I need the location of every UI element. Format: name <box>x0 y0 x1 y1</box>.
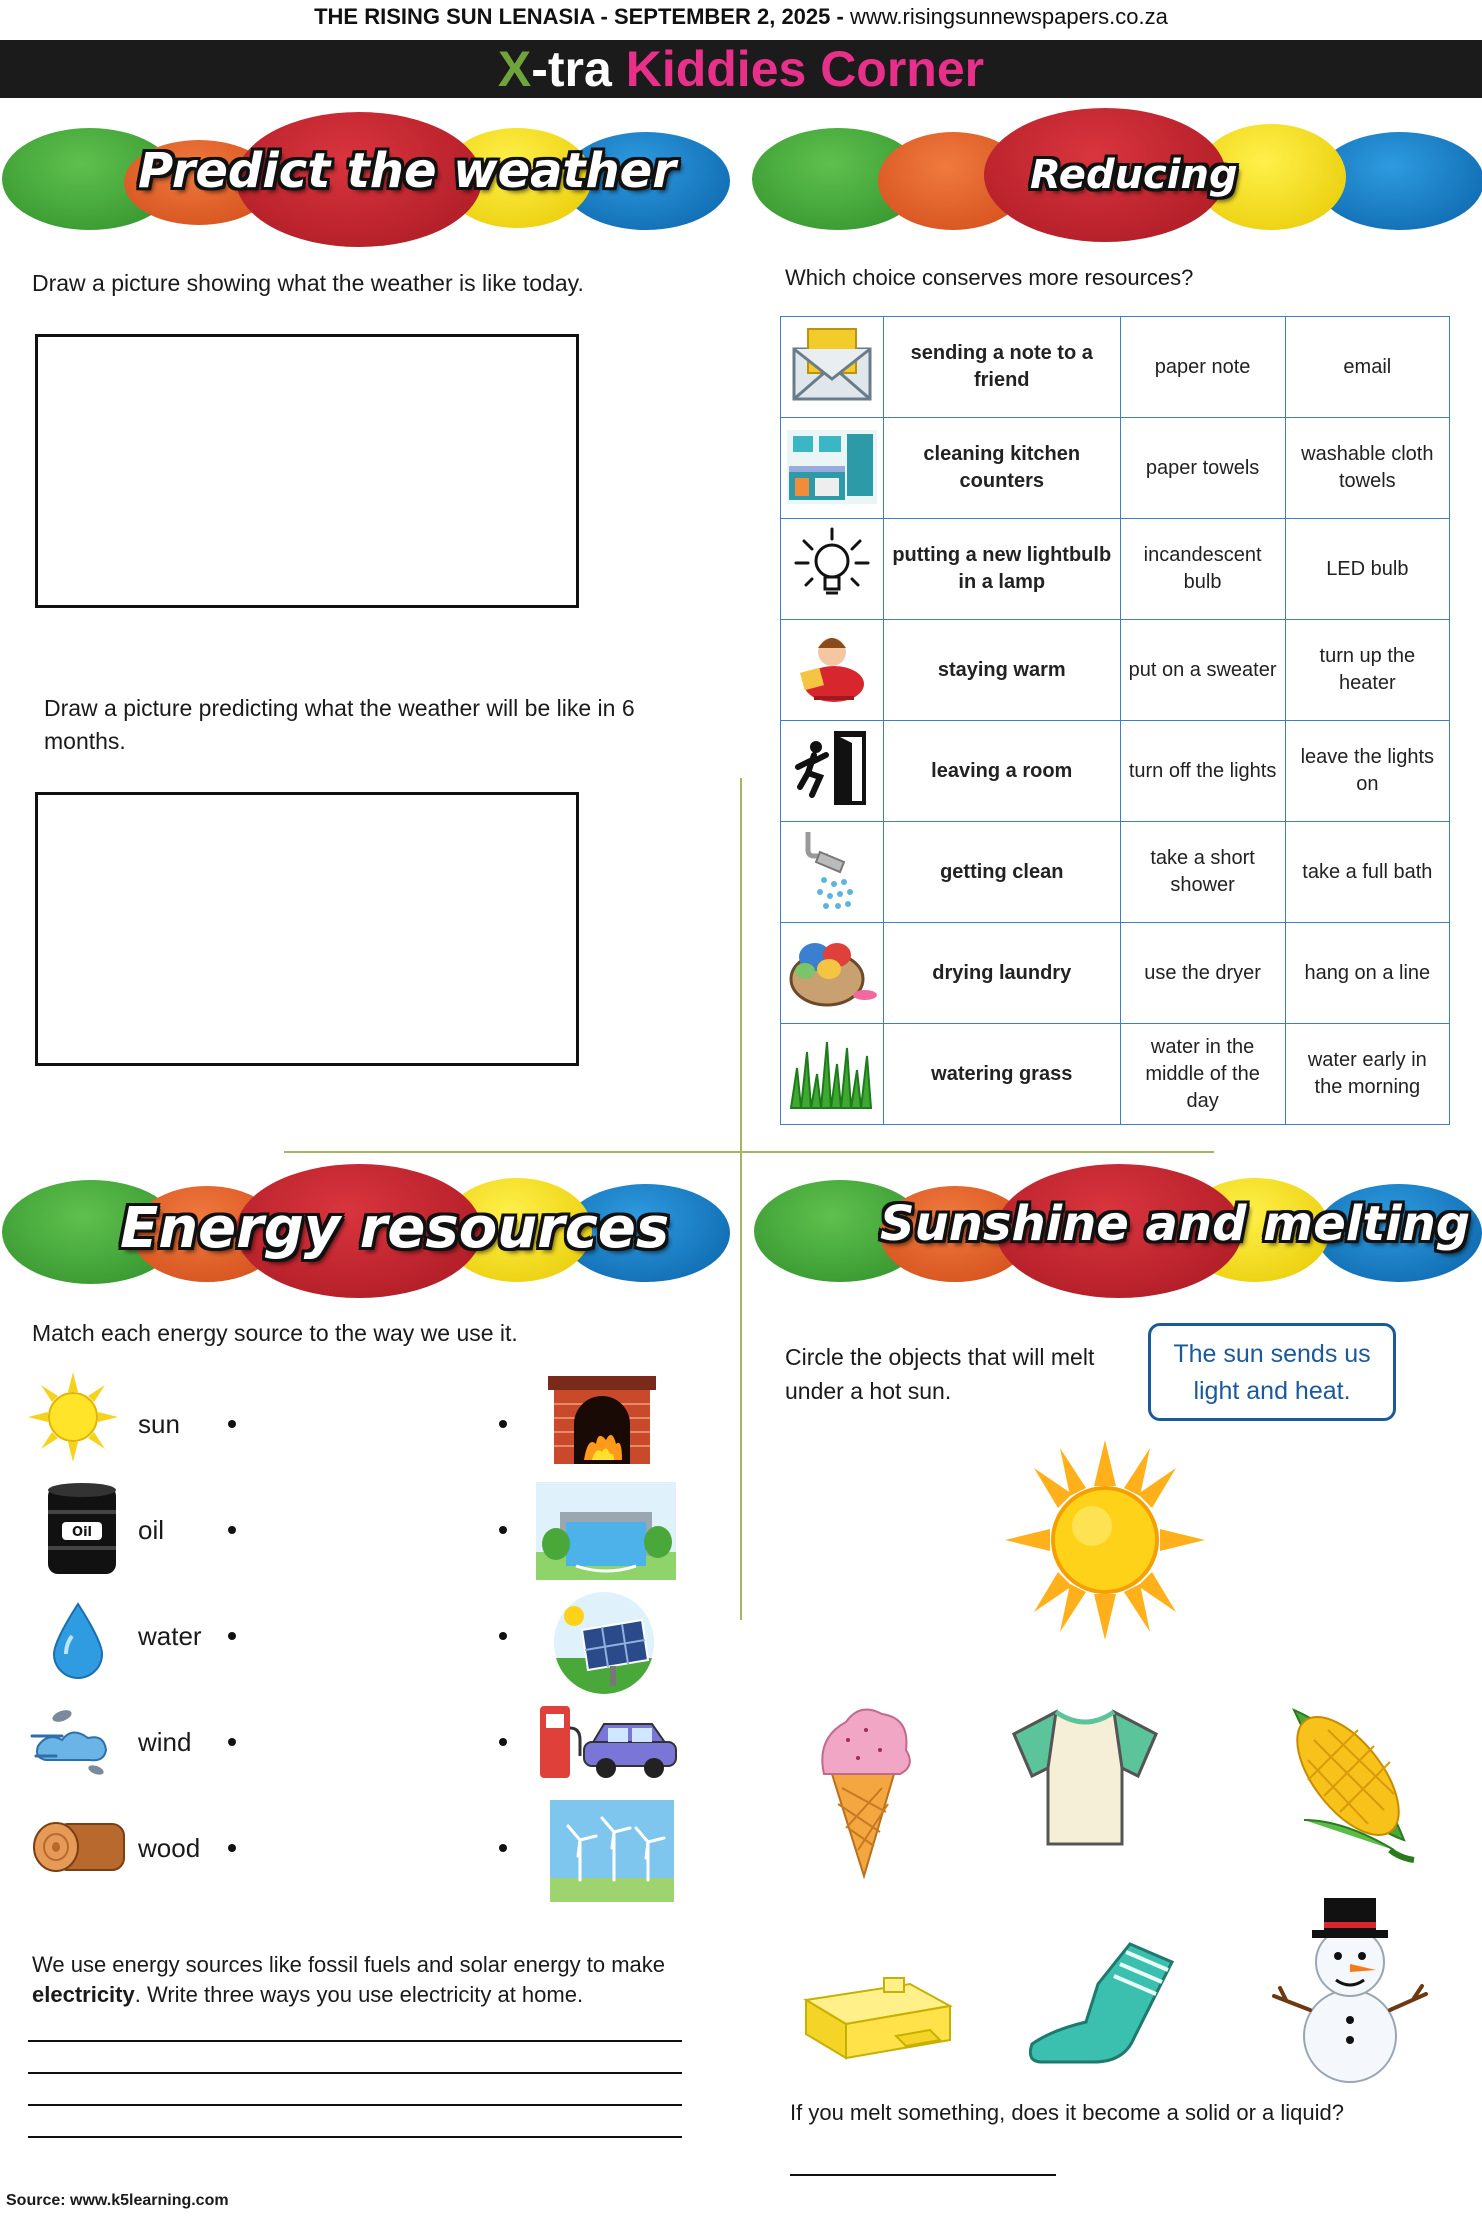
match-dot-right[interactable] <box>499 1844 507 1852</box>
horizontal-divider <box>284 1151 1214 1153</box>
table-row <box>781 923 1450 1024</box>
hydro-dam-icon <box>536 1482 676 1580</box>
match-dot-left[interactable] <box>228 1844 236 1852</box>
melt-answer-line[interactable] <box>790 2174 1056 2176</box>
girl-with-blanket-icon <box>781 620 884 721</box>
choice-cell[interactable]: turn up the heater <box>1285 620 1449 721</box>
dateline-text: THE RISING SUN LENASIA - SEPTEMBER 2, 2025 - <box>314 4 844 29</box>
activity-cell: staying warm <box>884 620 1121 721</box>
laundry-basket-icon <box>781 923 884 1024</box>
sun-icon <box>28 1372 118 1462</box>
energy-source-label: wood <box>138 1833 201 1863</box>
match-dot-right[interactable] <box>499 1632 507 1640</box>
table-row <box>781 1024 1450 1125</box>
choice-cell[interactable]: incandescent bulb <box>1120 519 1285 620</box>
energy-source-label: wind <box>138 1727 192 1757</box>
choice-cell[interactable]: take a short shower <box>1120 822 1285 923</box>
drawing-box-future[interactable] <box>35 792 579 1066</box>
log-icon <box>30 1816 130 1878</box>
table-row <box>781 822 1450 923</box>
energy-instruction: Match each energy source to the way we use it. <box>32 1320 518 1346</box>
activity-cell: drying laundry <box>884 923 1121 1024</box>
energy-source-label: oil <box>138 1515 165 1545</box>
rain-boot-icon[interactable] <box>1022 1940 1186 2072</box>
reducing-table <box>780 316 1450 1125</box>
drawing-box-today[interactable] <box>35 334 579 608</box>
choice-cell[interactable]: take a full bath <box>1285 822 1449 923</box>
answer-line[interactable] <box>28 2040 682 2042</box>
activity-cell: watering grass <box>884 1024 1121 1125</box>
activity-cell: cleaning kitchen counters <box>884 418 1121 519</box>
choice-cell[interactable]: email <box>1285 317 1449 418</box>
answer-line[interactable] <box>28 2072 682 2074</box>
activity-cell: getting clean <box>884 822 1121 923</box>
snowman-icon[interactable] <box>1266 1890 1436 2086</box>
water-drop-icon <box>48 1600 108 1680</box>
wind-icon <box>28 1706 128 1776</box>
choice-cell[interactable]: paper towels <box>1120 418 1285 519</box>
grass-icon <box>781 1024 884 1125</box>
match-dot-left[interactable] <box>228 1420 236 1428</box>
svg-text:Oil: Oil <box>72 1525 92 1540</box>
banner-title: X-tra Kiddies Corner <box>497 41 985 97</box>
predict-prompt-today: Draw a picture showing what the weather is like today. <box>32 270 584 296</box>
dateline <box>0 4 1482 30</box>
activity-cell: leaving a room <box>884 721 1121 822</box>
match-dot-left[interactable] <box>228 1632 236 1640</box>
electricity-prompt: We use energy sources like fossil fuels and solar energy to make electricity. Write three ways you use electricity at home. <box>32 1952 666 2007</box>
answer-line[interactable] <box>28 2136 682 2138</box>
choice-cell[interactable]: water early in the morning <box>1285 1024 1449 1125</box>
ice-cream-icon[interactable] <box>808 1700 918 1880</box>
melt-question: If you melt something, does it become a solid or a liquid? <box>790 2100 1344 2125</box>
match-dot-right[interactable] <box>499 1526 507 1534</box>
reducing-question: Which choice conserves more resources? <box>785 265 1194 290</box>
choice-cell[interactable]: paper note <box>1120 317 1285 418</box>
choice-cell[interactable]: water in the middle of the day <box>1120 1024 1285 1125</box>
answer-line[interactable] <box>28 2104 682 2106</box>
table-row <box>781 418 1450 519</box>
table-row <box>781 721 1450 822</box>
kitchen-icon <box>781 418 884 519</box>
reducing-title: Reducing <box>1030 152 1238 198</box>
table-row <box>781 317 1450 418</box>
choice-cell[interactable]: turn off the lights <box>1120 721 1285 822</box>
source-credit: Source: www.k5learning.com <box>6 2192 229 2209</box>
table-row <box>781 620 1450 721</box>
choice-cell[interactable]: washable cloth towels <box>1285 418 1449 519</box>
choice-cell[interactable]: LED bulb <box>1285 519 1449 620</box>
energy-title: Energy resources <box>120 1196 670 1261</box>
energy-source-label: sun <box>138 1409 180 1439</box>
vertical-divider <box>740 778 742 1620</box>
fireplace-icon <box>544 1372 660 1466</box>
gas-pump-car-icon <box>536 1698 680 1782</box>
big-sun-icon <box>1000 1440 1210 1640</box>
match-dot-right[interactable] <box>499 1738 507 1746</box>
predict-title: Predict the weather <box>138 143 676 199</box>
choice-cell[interactable]: hang on a line <box>1285 923 1449 1024</box>
choice-cell[interactable]: use the dryer <box>1120 923 1285 1024</box>
oil-barrel-icon <box>42 1480 122 1580</box>
sun-fact-bubble: The sun sends us light and heat. <box>1148 1323 1396 1421</box>
match-dot-left[interactable] <box>228 1738 236 1746</box>
lightbulb-icon <box>781 519 884 620</box>
match-dot-left[interactable] <box>228 1526 236 1534</box>
corn-icon[interactable] <box>1264 1700 1424 1866</box>
predict-prompt-six-months: Draw a picture predicting what the weather will be like in 6 months. <box>44 695 635 754</box>
dateline-url[interactable]: www.risingsunnewspapers.co.za <box>849 4 1168 29</box>
energy-source-label: water <box>138 1621 202 1651</box>
activity-cell: putting a new lightbulb in a lamp <box>884 519 1121 620</box>
activity-cell: sending a note to a friend <box>884 317 1121 418</box>
t-shirt-icon[interactable] <box>1010 1706 1160 1848</box>
table-row <box>781 519 1450 620</box>
wind-turbines-icon <box>550 1800 674 1902</box>
shower-icon <box>781 822 884 923</box>
sunshine-title: Sunshine and melting <box>880 1196 1471 1252</box>
butter-icon[interactable] <box>800 1966 970 2066</box>
sunshine-instruction: Circle the objects that will melt under a hot sun. <box>785 1344 1095 1404</box>
match-dot-right[interactable] <box>499 1420 507 1428</box>
choice-cell[interactable]: put on a sweater <box>1120 620 1285 721</box>
choice-cell[interactable]: leave the lights on <box>1285 721 1449 822</box>
envelope-icon <box>781 317 884 418</box>
solar-panel-icon <box>552 1590 656 1694</box>
exit-door-icon <box>781 721 884 822</box>
banner <box>0 40 1482 98</box>
